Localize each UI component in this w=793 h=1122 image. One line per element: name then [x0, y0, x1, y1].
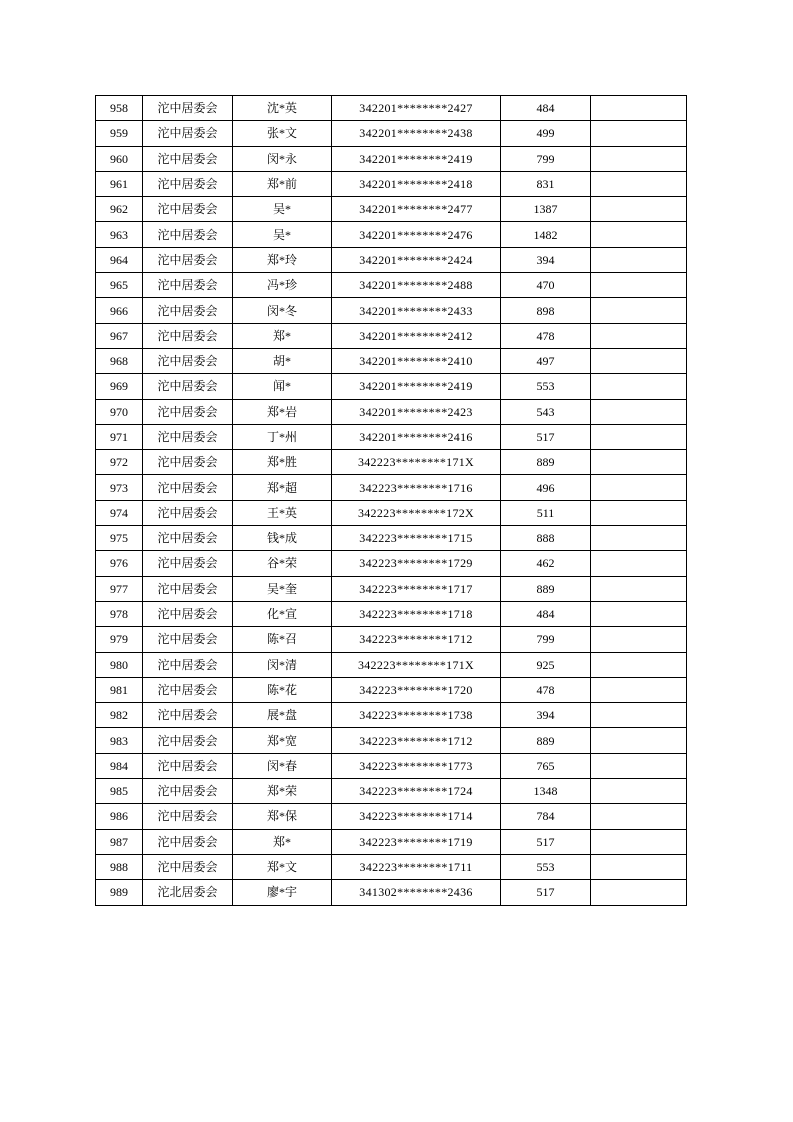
- person-name-cell: 张*文: [233, 121, 332, 146]
- person-name-cell: 郑*文: [233, 854, 332, 879]
- row-number-cell: 988: [96, 854, 143, 879]
- committee-cell: 沱中居委会: [143, 854, 233, 879]
- id-number-cell: 342201********2419: [332, 146, 501, 171]
- id-number-cell: 342201********2488: [332, 273, 501, 298]
- person-name-cell: 胡*: [233, 348, 332, 373]
- blank-cell: [591, 804, 687, 829]
- id-number-cell: 342223********1719: [332, 829, 501, 854]
- blank-cell: [591, 323, 687, 348]
- table-row: [96, 247, 687, 272]
- id-number-cell: 342201********2418: [332, 171, 501, 196]
- table-row: [96, 804, 687, 829]
- amount-cell: 799: [501, 627, 591, 652]
- person-name-cell: 闻*: [233, 374, 332, 399]
- committee-cell: 沱中居委会: [143, 576, 233, 601]
- id-number-cell: 342201********2419: [332, 374, 501, 399]
- row-number-cell: 962: [96, 197, 143, 222]
- row-number-cell: 972: [96, 450, 143, 475]
- blank-cell: [591, 424, 687, 449]
- row-number-cell: 960: [96, 146, 143, 171]
- person-name-cell: 郑*宽: [233, 728, 332, 753]
- row-number-cell: 985: [96, 779, 143, 804]
- blank-cell: [591, 728, 687, 753]
- blank-cell: [591, 500, 687, 525]
- blank-cell: [591, 222, 687, 247]
- blank-cell: [591, 753, 687, 778]
- records-table: [95, 95, 687, 906]
- blank-cell: [591, 121, 687, 146]
- committee-cell: 沱中居委会: [143, 526, 233, 551]
- blank-cell: [591, 601, 687, 626]
- committee-cell: 沱中居委会: [143, 728, 233, 753]
- amount-cell: 888: [501, 526, 591, 551]
- committee-cell: 沱中居委会: [143, 475, 233, 500]
- amount-cell: 765: [501, 753, 591, 778]
- person-name-cell: 郑*保: [233, 804, 332, 829]
- table-row: [96, 348, 687, 373]
- blank-cell: [591, 197, 687, 222]
- amount-cell: 831: [501, 171, 591, 196]
- person-name-cell: 王*英: [233, 500, 332, 525]
- committee-cell: 沱中居委会: [143, 399, 233, 424]
- row-number-cell: 978: [96, 601, 143, 626]
- id-number-cell: 342201********2423: [332, 399, 501, 424]
- person-name-cell: 郑*超: [233, 475, 332, 500]
- id-number-cell: 342223********1717: [332, 576, 501, 601]
- blank-cell: [591, 576, 687, 601]
- person-name-cell: 冯*珍: [233, 273, 332, 298]
- table-row: [96, 627, 687, 652]
- id-number-cell: 342223********1773: [332, 753, 501, 778]
- id-number-cell: 342223********1718: [332, 601, 501, 626]
- amount-cell: 497: [501, 348, 591, 373]
- blank-cell: [591, 146, 687, 171]
- row-number-cell: 959: [96, 121, 143, 146]
- committee-cell: 沱中居委会: [143, 247, 233, 272]
- table-row: [96, 526, 687, 551]
- amount-cell: 898: [501, 298, 591, 323]
- committee-cell: 沱北居委会: [143, 880, 233, 905]
- row-number-cell: 984: [96, 753, 143, 778]
- committee-cell: 沱中居委会: [143, 348, 233, 373]
- committee-cell: 沱中居委会: [143, 222, 233, 247]
- person-name-cell: 沈*英: [233, 96, 332, 121]
- committee-cell: 沱中居委会: [143, 551, 233, 576]
- id-number-cell: 342201********2476: [332, 222, 501, 247]
- committee-cell: 沱中居委会: [143, 779, 233, 804]
- id-number-cell: 342223********172X: [332, 500, 501, 525]
- row-number-cell: 966: [96, 298, 143, 323]
- person-name-cell: 丁*州: [233, 424, 332, 449]
- person-name-cell: 陈*召: [233, 627, 332, 652]
- committee-cell: 沱中居委会: [143, 273, 233, 298]
- table-row: [96, 880, 687, 905]
- blank-cell: [591, 450, 687, 475]
- row-number-cell: 982: [96, 703, 143, 728]
- blank-cell: [591, 526, 687, 551]
- table-row: [96, 829, 687, 854]
- row-number-cell: 975: [96, 526, 143, 551]
- table-row: [96, 171, 687, 196]
- amount-cell: 517: [501, 880, 591, 905]
- table-row: [96, 146, 687, 171]
- row-number-cell: 961: [96, 171, 143, 196]
- amount-cell: 517: [501, 829, 591, 854]
- amount-cell: 889: [501, 576, 591, 601]
- amount-cell: 394: [501, 247, 591, 272]
- row-number-cell: 973: [96, 475, 143, 500]
- table-row: [96, 399, 687, 424]
- amount-cell: 499: [501, 121, 591, 146]
- row-number-cell: 974: [96, 500, 143, 525]
- committee-cell: 沱中居委会: [143, 323, 233, 348]
- table-row: [96, 652, 687, 677]
- table-row: [96, 273, 687, 298]
- table-row: [96, 854, 687, 879]
- amount-cell: 478: [501, 323, 591, 348]
- blank-cell: [591, 677, 687, 702]
- committee-cell: 沱中居委会: [143, 146, 233, 171]
- amount-cell: 889: [501, 450, 591, 475]
- committee-cell: 沱中居委会: [143, 829, 233, 854]
- committee-cell: 沱中居委会: [143, 500, 233, 525]
- blank-cell: [591, 348, 687, 373]
- blank-cell: [591, 475, 687, 500]
- table-row: [96, 576, 687, 601]
- table-row: [96, 197, 687, 222]
- person-name-cell: 郑*前: [233, 171, 332, 196]
- id-number-cell: 342223********1729: [332, 551, 501, 576]
- table-row: [96, 728, 687, 753]
- committee-cell: 沱中居委会: [143, 424, 233, 449]
- row-number-cell: 967: [96, 323, 143, 348]
- amount-cell: 484: [501, 601, 591, 626]
- row-number-cell: 986: [96, 804, 143, 829]
- amount-cell: 1482: [501, 222, 591, 247]
- table-row: [96, 475, 687, 500]
- row-number-cell: 969: [96, 374, 143, 399]
- id-number-cell: 342223********1724: [332, 779, 501, 804]
- committee-cell: 沱中居委会: [143, 601, 233, 626]
- amount-cell: 543: [501, 399, 591, 424]
- person-name-cell: 吴*: [233, 197, 332, 222]
- amount-cell: 1387: [501, 197, 591, 222]
- row-number-cell: 980: [96, 652, 143, 677]
- blank-cell: [591, 627, 687, 652]
- amount-cell: 470: [501, 273, 591, 298]
- id-number-cell: 342201********2433: [332, 298, 501, 323]
- blank-cell: [591, 829, 687, 854]
- id-number-cell: 342223********1711: [332, 854, 501, 879]
- committee-cell: 沱中居委会: [143, 374, 233, 399]
- table-row: [96, 551, 687, 576]
- id-number-cell: 342223********171X: [332, 652, 501, 677]
- blank-cell: [591, 779, 687, 804]
- table-row: [96, 222, 687, 247]
- amount-cell: 799: [501, 146, 591, 171]
- id-number-cell: 342223********1714: [332, 804, 501, 829]
- id-number-cell: 342201********2416: [332, 424, 501, 449]
- table-row: [96, 121, 687, 146]
- blank-cell: [591, 551, 687, 576]
- row-number-cell: 964: [96, 247, 143, 272]
- id-number-cell: 342223********1716: [332, 475, 501, 500]
- amount-cell: 462: [501, 551, 591, 576]
- table-row: [96, 298, 687, 323]
- amount-cell: 478: [501, 677, 591, 702]
- id-number-cell: 342201********2438: [332, 121, 501, 146]
- table-row: [96, 374, 687, 399]
- person-name-cell: 吴*奎: [233, 576, 332, 601]
- person-name-cell: 闵*清: [233, 652, 332, 677]
- person-name-cell: 郑*: [233, 829, 332, 854]
- table-row: [96, 677, 687, 702]
- amount-cell: 553: [501, 374, 591, 399]
- table-row: [96, 424, 687, 449]
- person-name-cell: 郑*: [233, 323, 332, 348]
- blank-cell: [591, 374, 687, 399]
- row-number-cell: 981: [96, 677, 143, 702]
- table-row: [96, 703, 687, 728]
- id-number-cell: 342201********2424: [332, 247, 501, 272]
- person-name-cell: 陈*花: [233, 677, 332, 702]
- blank-cell: [591, 96, 687, 121]
- person-name-cell: 郑*胜: [233, 450, 332, 475]
- table-row: [96, 753, 687, 778]
- blank-cell: [591, 652, 687, 677]
- row-number-cell: 965: [96, 273, 143, 298]
- blank-cell: [591, 171, 687, 196]
- amount-cell: 484: [501, 96, 591, 121]
- row-number-cell: 963: [96, 222, 143, 247]
- row-number-cell: 977: [96, 576, 143, 601]
- row-number-cell: 987: [96, 829, 143, 854]
- person-name-cell: 展*盘: [233, 703, 332, 728]
- blank-cell: [591, 273, 687, 298]
- committee-cell: 沱中居委会: [143, 96, 233, 121]
- person-name-cell: 闵*永: [233, 146, 332, 171]
- blank-cell: [591, 247, 687, 272]
- amount-cell: 517: [501, 424, 591, 449]
- id-number-cell: 342201********2412: [332, 323, 501, 348]
- committee-cell: 沱中居委会: [143, 171, 233, 196]
- table-row: [96, 323, 687, 348]
- table-row: [96, 96, 687, 121]
- amount-cell: 1348: [501, 779, 591, 804]
- amount-cell: 511: [501, 500, 591, 525]
- row-number-cell: 983: [96, 728, 143, 753]
- committee-cell: 沱中居委会: [143, 298, 233, 323]
- id-number-cell: 342223********1738: [332, 703, 501, 728]
- table-row: [96, 601, 687, 626]
- person-name-cell: 郑*荣: [233, 779, 332, 804]
- id-number-cell: 341302********2436: [332, 880, 501, 905]
- blank-cell: [591, 703, 687, 728]
- table-row: [96, 500, 687, 525]
- table-body: [96, 96, 687, 906]
- committee-cell: 沱中居委会: [143, 677, 233, 702]
- id-number-cell: 342223********1720: [332, 677, 501, 702]
- row-number-cell: 989: [96, 880, 143, 905]
- row-number-cell: 979: [96, 627, 143, 652]
- committee-cell: 沱中居委会: [143, 450, 233, 475]
- amount-cell: 394: [501, 703, 591, 728]
- table-row: [96, 450, 687, 475]
- row-number-cell: 958: [96, 96, 143, 121]
- id-number-cell: 342201********2427: [332, 96, 501, 121]
- committee-cell: 沱中居委会: [143, 804, 233, 829]
- id-number-cell: 342201********2410: [332, 348, 501, 373]
- blank-cell: [591, 298, 687, 323]
- committee-cell: 沱中居委会: [143, 652, 233, 677]
- id-number-cell: 342223********1712: [332, 627, 501, 652]
- id-number-cell: 342201********2477: [332, 197, 501, 222]
- amount-cell: 889: [501, 728, 591, 753]
- row-number-cell: 971: [96, 424, 143, 449]
- row-number-cell: 976: [96, 551, 143, 576]
- blank-cell: [591, 854, 687, 879]
- blank-cell: [591, 399, 687, 424]
- person-name-cell: 廖*宇: [233, 880, 332, 905]
- person-name-cell: 闵*冬: [233, 298, 332, 323]
- id-number-cell: 342223********1715: [332, 526, 501, 551]
- amount-cell: 784: [501, 804, 591, 829]
- person-name-cell: 钱*成: [233, 526, 332, 551]
- amount-cell: 553: [501, 854, 591, 879]
- person-name-cell: 吴*: [233, 222, 332, 247]
- committee-cell: 沱中居委会: [143, 121, 233, 146]
- committee-cell: 沱中居委会: [143, 627, 233, 652]
- amount-cell: 496: [501, 475, 591, 500]
- person-name-cell: 郑*岩: [233, 399, 332, 424]
- table-row: [96, 779, 687, 804]
- blank-cell: [591, 880, 687, 905]
- id-number-cell: 342223********171X: [332, 450, 501, 475]
- committee-cell: 沱中居委会: [143, 197, 233, 222]
- person-name-cell: 闵*春: [233, 753, 332, 778]
- id-number-cell: 342223********1712: [332, 728, 501, 753]
- row-number-cell: 970: [96, 399, 143, 424]
- person-name-cell: 郑*玲: [233, 247, 332, 272]
- person-name-cell: 谷*荣: [233, 551, 332, 576]
- committee-cell: 沱中居委会: [143, 703, 233, 728]
- row-number-cell: 968: [96, 348, 143, 373]
- amount-cell: 925: [501, 652, 591, 677]
- committee-cell: 沱中居委会: [143, 753, 233, 778]
- person-name-cell: 化*宣: [233, 601, 332, 626]
